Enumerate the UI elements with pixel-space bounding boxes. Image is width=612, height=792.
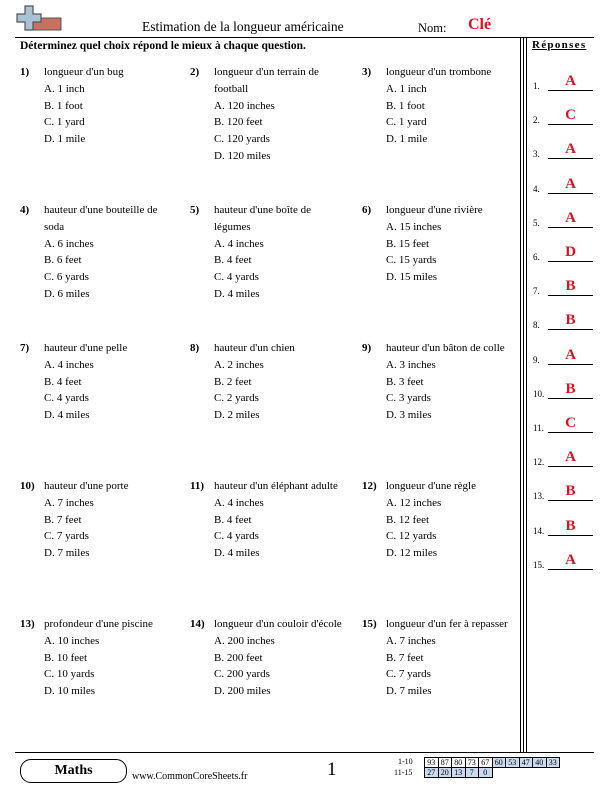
header-divider xyxy=(15,37,594,38)
answer-option: D. 6 miles xyxy=(44,287,90,300)
name-value: Clé xyxy=(468,16,492,33)
score-cell: 7 xyxy=(465,768,479,778)
answer-number: 10. xyxy=(533,388,545,399)
question-number: 11) xyxy=(190,480,205,492)
question-text: longueur d'un couloir d'école xyxy=(214,618,342,630)
score-cell: 87 xyxy=(438,758,452,768)
score-label-11-15: 11-15 xyxy=(394,768,413,777)
answer-option: C. 6 yards xyxy=(44,271,89,284)
answer-blank-line xyxy=(548,398,593,399)
answer-option: B. 4 feet xyxy=(214,254,252,267)
answer-option: D. 4 miles xyxy=(44,409,90,422)
answer-option: C. 15 yards xyxy=(386,254,437,267)
score-cell: 40 xyxy=(533,758,547,768)
answer-number: 2. xyxy=(533,115,540,126)
answer-number: 14. xyxy=(533,525,545,536)
question-text: hauteur d'une bouteille de soda xyxy=(44,204,158,233)
question-text: longueur d'une rivière xyxy=(386,204,483,216)
answer-option: A. 12 inches xyxy=(386,496,442,509)
answer-option: B. 7 feet xyxy=(44,513,82,526)
answer-number: 11. xyxy=(533,423,544,433)
answer-number: 8. xyxy=(533,320,540,331)
answer-number: 13. xyxy=(533,491,545,502)
question-number: 13) xyxy=(20,618,35,630)
answer-option: B. 200 feet xyxy=(214,651,263,664)
answer-option: C. 10 yards xyxy=(44,668,95,681)
answer-blank-line xyxy=(548,295,593,296)
question-14 xyxy=(190,616,350,700)
question-8 xyxy=(190,340,350,424)
question-number: 4) xyxy=(20,204,30,216)
answer-row-7 xyxy=(533,268,595,298)
answer-number: 1. xyxy=(533,81,540,91)
answer-blank-line xyxy=(548,535,593,536)
answer-letter: B xyxy=(565,312,576,329)
question-7 xyxy=(20,340,180,424)
answer-number: 7. xyxy=(533,286,540,297)
question-number: 10) xyxy=(20,480,35,492)
page-number: 1 xyxy=(327,759,337,780)
answer-number: 9. xyxy=(533,354,540,365)
answer-letter: A xyxy=(565,209,576,226)
answer-option: C. 3 yards xyxy=(386,392,431,405)
question-number: 8) xyxy=(190,342,200,354)
answer-option: D. 7 miles xyxy=(44,547,90,560)
answer-blank-line xyxy=(548,158,593,159)
question-number: 5) xyxy=(190,204,200,216)
question-number: 1) xyxy=(20,66,30,78)
answer-option: B. 6 feet xyxy=(44,254,82,267)
answer-blank-line xyxy=(548,227,593,228)
score-cell: 33 xyxy=(546,758,560,768)
score-cell: 47 xyxy=(519,758,533,768)
score-cell: 73 xyxy=(465,758,479,768)
question-text: longueur d'un bug xyxy=(44,66,124,78)
answer-letter: C xyxy=(565,415,576,431)
answer-option: B. 1 foot xyxy=(44,99,83,112)
answer-row-3 xyxy=(533,131,595,161)
answer-option: A. 120 inches xyxy=(214,99,275,112)
answer-option: B. 12 feet xyxy=(386,513,430,526)
question-12 xyxy=(362,478,522,562)
answer-option: C. 12 yards xyxy=(386,530,437,543)
answer-number: 12. xyxy=(533,457,545,468)
answer-letter: A xyxy=(565,449,576,466)
score-cell: 53 xyxy=(506,758,520,768)
brand-badge: Maths xyxy=(20,759,127,783)
score-cell: 93 xyxy=(425,758,439,768)
question-11 xyxy=(190,478,350,562)
answers-heading: Réponses xyxy=(532,39,587,51)
answer-number: 4. xyxy=(533,183,540,194)
score-cell: 27 xyxy=(425,768,439,778)
answer-row-8 xyxy=(533,302,595,332)
answer-option: C. 120 yards xyxy=(214,133,270,146)
answer-option: D. 7 miles xyxy=(386,685,432,698)
score-cell-empty xyxy=(533,768,547,778)
answer-option: D. 2 miles xyxy=(214,409,260,422)
score-row xyxy=(425,758,560,768)
question-number: 12) xyxy=(362,480,377,492)
answer-row-2 xyxy=(533,97,595,127)
answer-option: B. 10 feet xyxy=(44,651,88,664)
score-cell: 67 xyxy=(479,758,493,768)
score-cell: 60 xyxy=(492,758,506,768)
question-2 xyxy=(190,64,350,165)
question-1 xyxy=(20,64,180,148)
answer-row-14 xyxy=(533,508,595,538)
answer-blank-line xyxy=(548,329,593,330)
score-cell-empty xyxy=(546,768,560,778)
score-cell: 0 xyxy=(479,768,493,778)
answer-option: C. 2 yards xyxy=(214,392,259,405)
answer-option: A. 1 inch xyxy=(386,82,427,95)
question-text: hauteur d'un bâton de colle xyxy=(386,342,505,354)
answer-option: B. 1 foot xyxy=(386,99,425,112)
score-table xyxy=(424,757,560,778)
answer-option: B. 4 feet xyxy=(44,375,82,388)
score-cell: 20 xyxy=(438,768,452,778)
answer-option: A. 15 inches xyxy=(386,220,442,233)
answer-option: B. 4 feet xyxy=(214,513,252,526)
answer-blank-line xyxy=(548,364,593,365)
answer-blank-line xyxy=(548,466,593,467)
answer-row-1 xyxy=(533,63,595,93)
answer-option: D. 1 mile xyxy=(44,133,86,146)
answer-column-border-left-inner xyxy=(523,37,524,752)
question-text: longueur d'un terrain de football xyxy=(214,66,319,95)
answer-option: C. 1 yard xyxy=(44,116,85,129)
answer-option: A. 2 inches xyxy=(214,358,264,371)
page-title: Estimation de la longueur américaine xyxy=(142,19,344,34)
question-number: 15) xyxy=(362,618,377,630)
answer-number: 5. xyxy=(533,217,540,228)
answer-option: A. 1 inch xyxy=(44,82,85,95)
answer-row-15 xyxy=(533,542,595,572)
score-row xyxy=(425,768,560,778)
answer-option: C. 200 yards xyxy=(214,668,270,681)
answer-letter: A xyxy=(565,346,576,363)
question-text: hauteur d'un éléphant adulte xyxy=(214,480,338,492)
question-4 xyxy=(20,202,180,303)
answer-option: C. 4 yards xyxy=(214,530,259,543)
question-5 xyxy=(190,202,350,303)
answer-letter: A xyxy=(565,175,576,192)
score-label-1-10: 1-10 xyxy=(398,757,413,766)
answer-option: A. 7 inches xyxy=(386,634,436,647)
answer-option: D. 3 miles xyxy=(386,409,432,422)
answer-column-border-right xyxy=(526,37,527,752)
answer-option: A. 7 inches xyxy=(44,496,94,509)
answer-option: C. 7 yards xyxy=(44,530,89,543)
answer-option: D. 10 miles xyxy=(44,685,96,698)
answer-blank-line xyxy=(548,124,593,125)
answer-row-10 xyxy=(533,371,595,401)
answer-option: B. 15 feet xyxy=(386,237,430,250)
answer-blank-line xyxy=(548,261,593,262)
answer-letter: B xyxy=(565,278,576,295)
question-text: profondeur d'une piscine xyxy=(44,618,153,630)
answer-option: A. 3 inches xyxy=(386,358,436,371)
answer-blank-line xyxy=(548,193,593,194)
question-number: 6) xyxy=(362,204,372,216)
question-number: 14) xyxy=(190,618,205,630)
answer-row-6 xyxy=(533,234,595,264)
score-cell: 80 xyxy=(452,758,466,768)
answer-blank-line xyxy=(548,432,593,433)
answer-option: A. 6 inches xyxy=(44,237,94,250)
answer-number: 6. xyxy=(533,252,540,262)
answer-option: A. 200 inches xyxy=(214,634,275,647)
question-text: hauteur d'un chien xyxy=(214,342,295,354)
answer-row-4 xyxy=(533,166,595,196)
answer-letter: A xyxy=(565,551,576,568)
answer-letter: A xyxy=(565,141,576,158)
answer-option: D. 1 mile xyxy=(386,133,428,146)
answer-option: D. 4 miles xyxy=(214,547,260,560)
question-text: hauteur d'une boîte de légumes xyxy=(214,204,311,233)
answer-option: A. 4 inches xyxy=(214,237,264,250)
question-10 xyxy=(20,478,180,562)
question-9 xyxy=(362,340,522,424)
answer-option: D. 4 miles xyxy=(214,287,260,300)
answer-option: D. 120 miles xyxy=(214,149,271,162)
question-number: 9) xyxy=(362,342,372,354)
question-15 xyxy=(362,616,522,700)
question-text: longueur d'une règle xyxy=(386,480,476,492)
answer-option: B. 2 feet xyxy=(214,375,252,388)
score-cell-empty xyxy=(492,768,506,778)
answer-row-13 xyxy=(533,473,595,503)
answer-letter: B xyxy=(565,483,576,500)
answer-option: B. 120 feet xyxy=(214,116,263,129)
question-number: 2) xyxy=(190,66,200,78)
answer-letter: D xyxy=(565,244,576,260)
question-6 xyxy=(362,202,522,286)
answer-option: C. 1 yard xyxy=(386,116,427,129)
answer-option: D. 12 miles xyxy=(386,547,438,560)
answer-blank-line xyxy=(548,569,593,570)
answer-blank-line xyxy=(548,90,593,91)
name-label: Nom: xyxy=(418,21,447,35)
answer-option: A. 10 inches xyxy=(44,634,100,647)
answer-option: A. 4 inches xyxy=(214,496,264,509)
question-13 xyxy=(20,616,180,700)
answer-letter: B xyxy=(565,517,576,534)
answer-letter: A xyxy=(565,73,576,89)
answer-row-11 xyxy=(533,405,595,435)
answer-row-5 xyxy=(533,200,595,230)
answer-number: 3. xyxy=(533,149,540,160)
answer-letter: C xyxy=(565,107,576,124)
question-text: longueur d'un fer à repasser xyxy=(386,618,508,630)
answer-option: B. 3 feet xyxy=(386,375,424,388)
answer-option: D. 15 miles xyxy=(386,271,438,284)
question-text: hauteur d'une porte xyxy=(44,480,129,492)
answer-number: 15. xyxy=(533,559,545,570)
question-text: hauteur d'une pelle xyxy=(44,342,128,354)
answer-option: D. 200 miles xyxy=(214,685,271,698)
question-text: longueur d'un trombone xyxy=(386,66,492,78)
question-number: 3) xyxy=(362,66,372,78)
answer-blank-line xyxy=(548,500,593,501)
answer-option: A. 4 inches xyxy=(44,358,94,371)
score-cell-empty xyxy=(506,768,520,778)
answer-option: B. 7 feet xyxy=(386,651,424,664)
website-link[interactable]: www.CommonCoreSheets.fr xyxy=(132,771,248,782)
question-number: 7) xyxy=(20,342,30,354)
answer-option: C. 7 yards xyxy=(386,668,431,681)
question-3 xyxy=(362,64,522,148)
answer-letter: B xyxy=(565,380,576,397)
plus-logo-icon xyxy=(15,5,63,37)
footer-divider xyxy=(15,752,594,753)
answer-option: C. 4 yards xyxy=(214,271,259,284)
answer-row-12 xyxy=(533,439,595,469)
instructions: Déterminez quel choix répond le mieux à chaque question. xyxy=(20,40,306,52)
answer-option: C. 4 yards xyxy=(44,392,89,405)
score-cell: 13 xyxy=(452,768,466,778)
answer-row-9 xyxy=(533,337,595,367)
score-cell-empty xyxy=(519,768,533,778)
